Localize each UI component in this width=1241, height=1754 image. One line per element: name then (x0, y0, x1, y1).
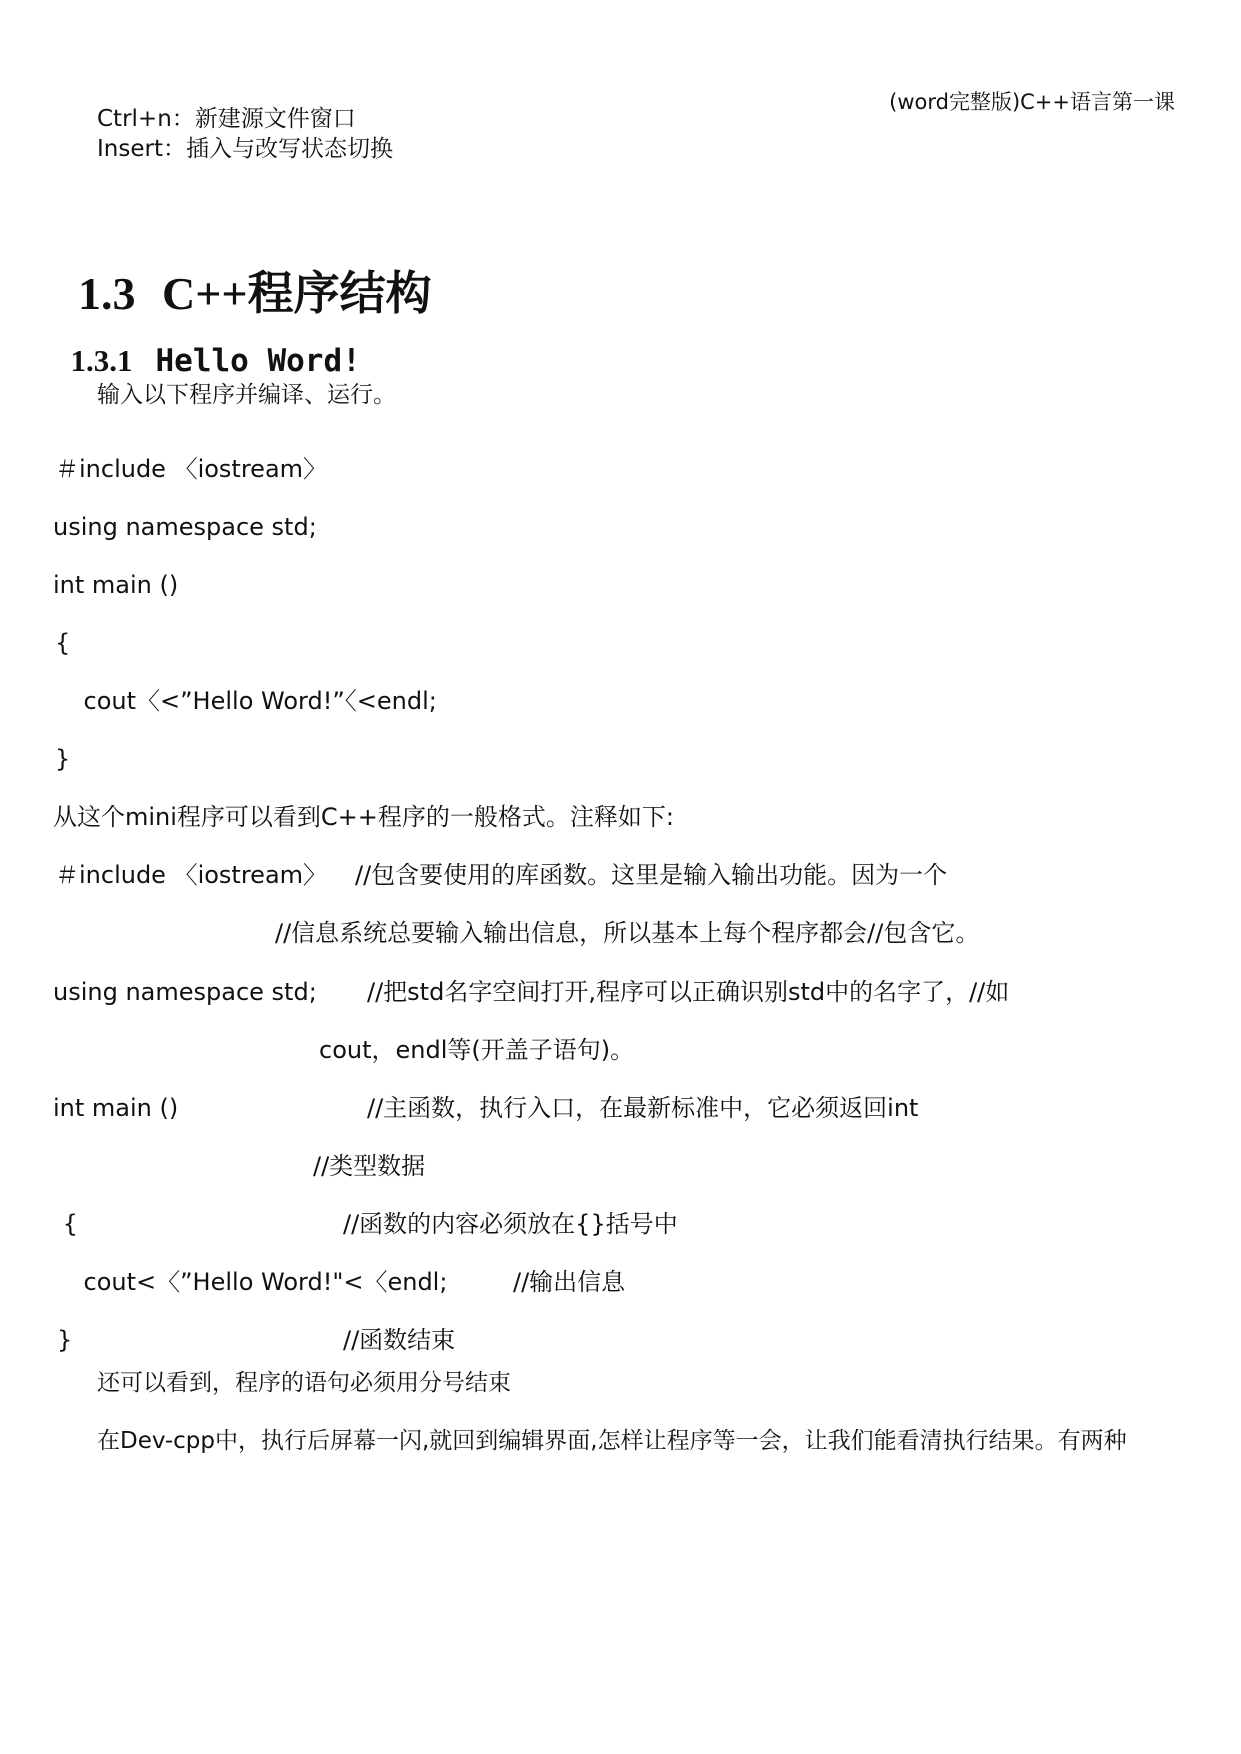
annotated-comment: //包含要使用的库函数。这里是输入输出功能。因为一个 (355, 861, 948, 889)
annotated-comment: //函数的内容必须放在{}括号中 (343, 1210, 678, 1238)
code-line: cout〈<”Hello Word!”〈<endl; (53, 687, 437, 715)
section-number: 1.3 (78, 268, 136, 319)
annotated-comment: //函数结束 (343, 1326, 456, 1354)
annotated-code: cout<〈”Hello Word!"<〈endl; (53, 1268, 448, 1296)
note-text: 还可以看到，程序的语句必须用分号结束 (97, 1370, 511, 1396)
annotated-comment: //把std名字空间打开,程序可以正确识别std中的名字了，//如 (367, 978, 1010, 1006)
annotated-comment: cout，endl等(开盖子语句)。 (319, 1036, 635, 1064)
code-line: ＃include 〈iostream〉 (55, 455, 328, 483)
note-text: 在Dev-cpp中，执行后屏幕一闪,就回到编辑界面,怎样让程序等一会，让我们能看清执行结果。有两种 (97, 1428, 1127, 1454)
code-line: using namespace std; (53, 513, 317, 541)
annotated-code: } (57, 1326, 73, 1354)
subsection-title: Hello Word! (155, 343, 361, 379)
document-header-title: (word完整版)C++语言第一课 (889, 90, 1175, 114)
code-line: } (55, 745, 71, 773)
section-heading (55, 225, 432, 317)
annotated-code: { (55, 1210, 78, 1238)
annotated-comment: //信息系统总要输入输出信息，所以基本上每个程序都会//包含它。 (275, 919, 980, 947)
shortcut-line: Insert：插入与改写状态切换 (97, 136, 393, 162)
annotated-comment: //主函数，执行入口，在最新标准中，它必须返回int (367, 1094, 919, 1122)
intro-text: 输入以下程序并编译、运行。 (97, 382, 396, 408)
annotated-code: using namespace std; (53, 978, 317, 1006)
subsection-number: 1.3.1 (70, 343, 133, 378)
section-title: C++程序结构 (162, 268, 432, 319)
shortcut-line: Ctrl+n：新建源文件窗口 (97, 106, 356, 132)
code-line: int main () (53, 571, 179, 599)
annotated-comment: //输出信息 (513, 1268, 626, 1296)
annotated-code: int main () (53, 1094, 179, 1122)
subsection-heading (55, 314, 361, 377)
explain-intro: 从这个mini程序可以看到C++程序的一般格式。注释如下: (53, 803, 674, 831)
annotated-code: ＃include 〈iostream〉 (55, 861, 328, 889)
annotated-comment: //类型数据 (313, 1152, 426, 1180)
code-line: { (55, 629, 71, 657)
